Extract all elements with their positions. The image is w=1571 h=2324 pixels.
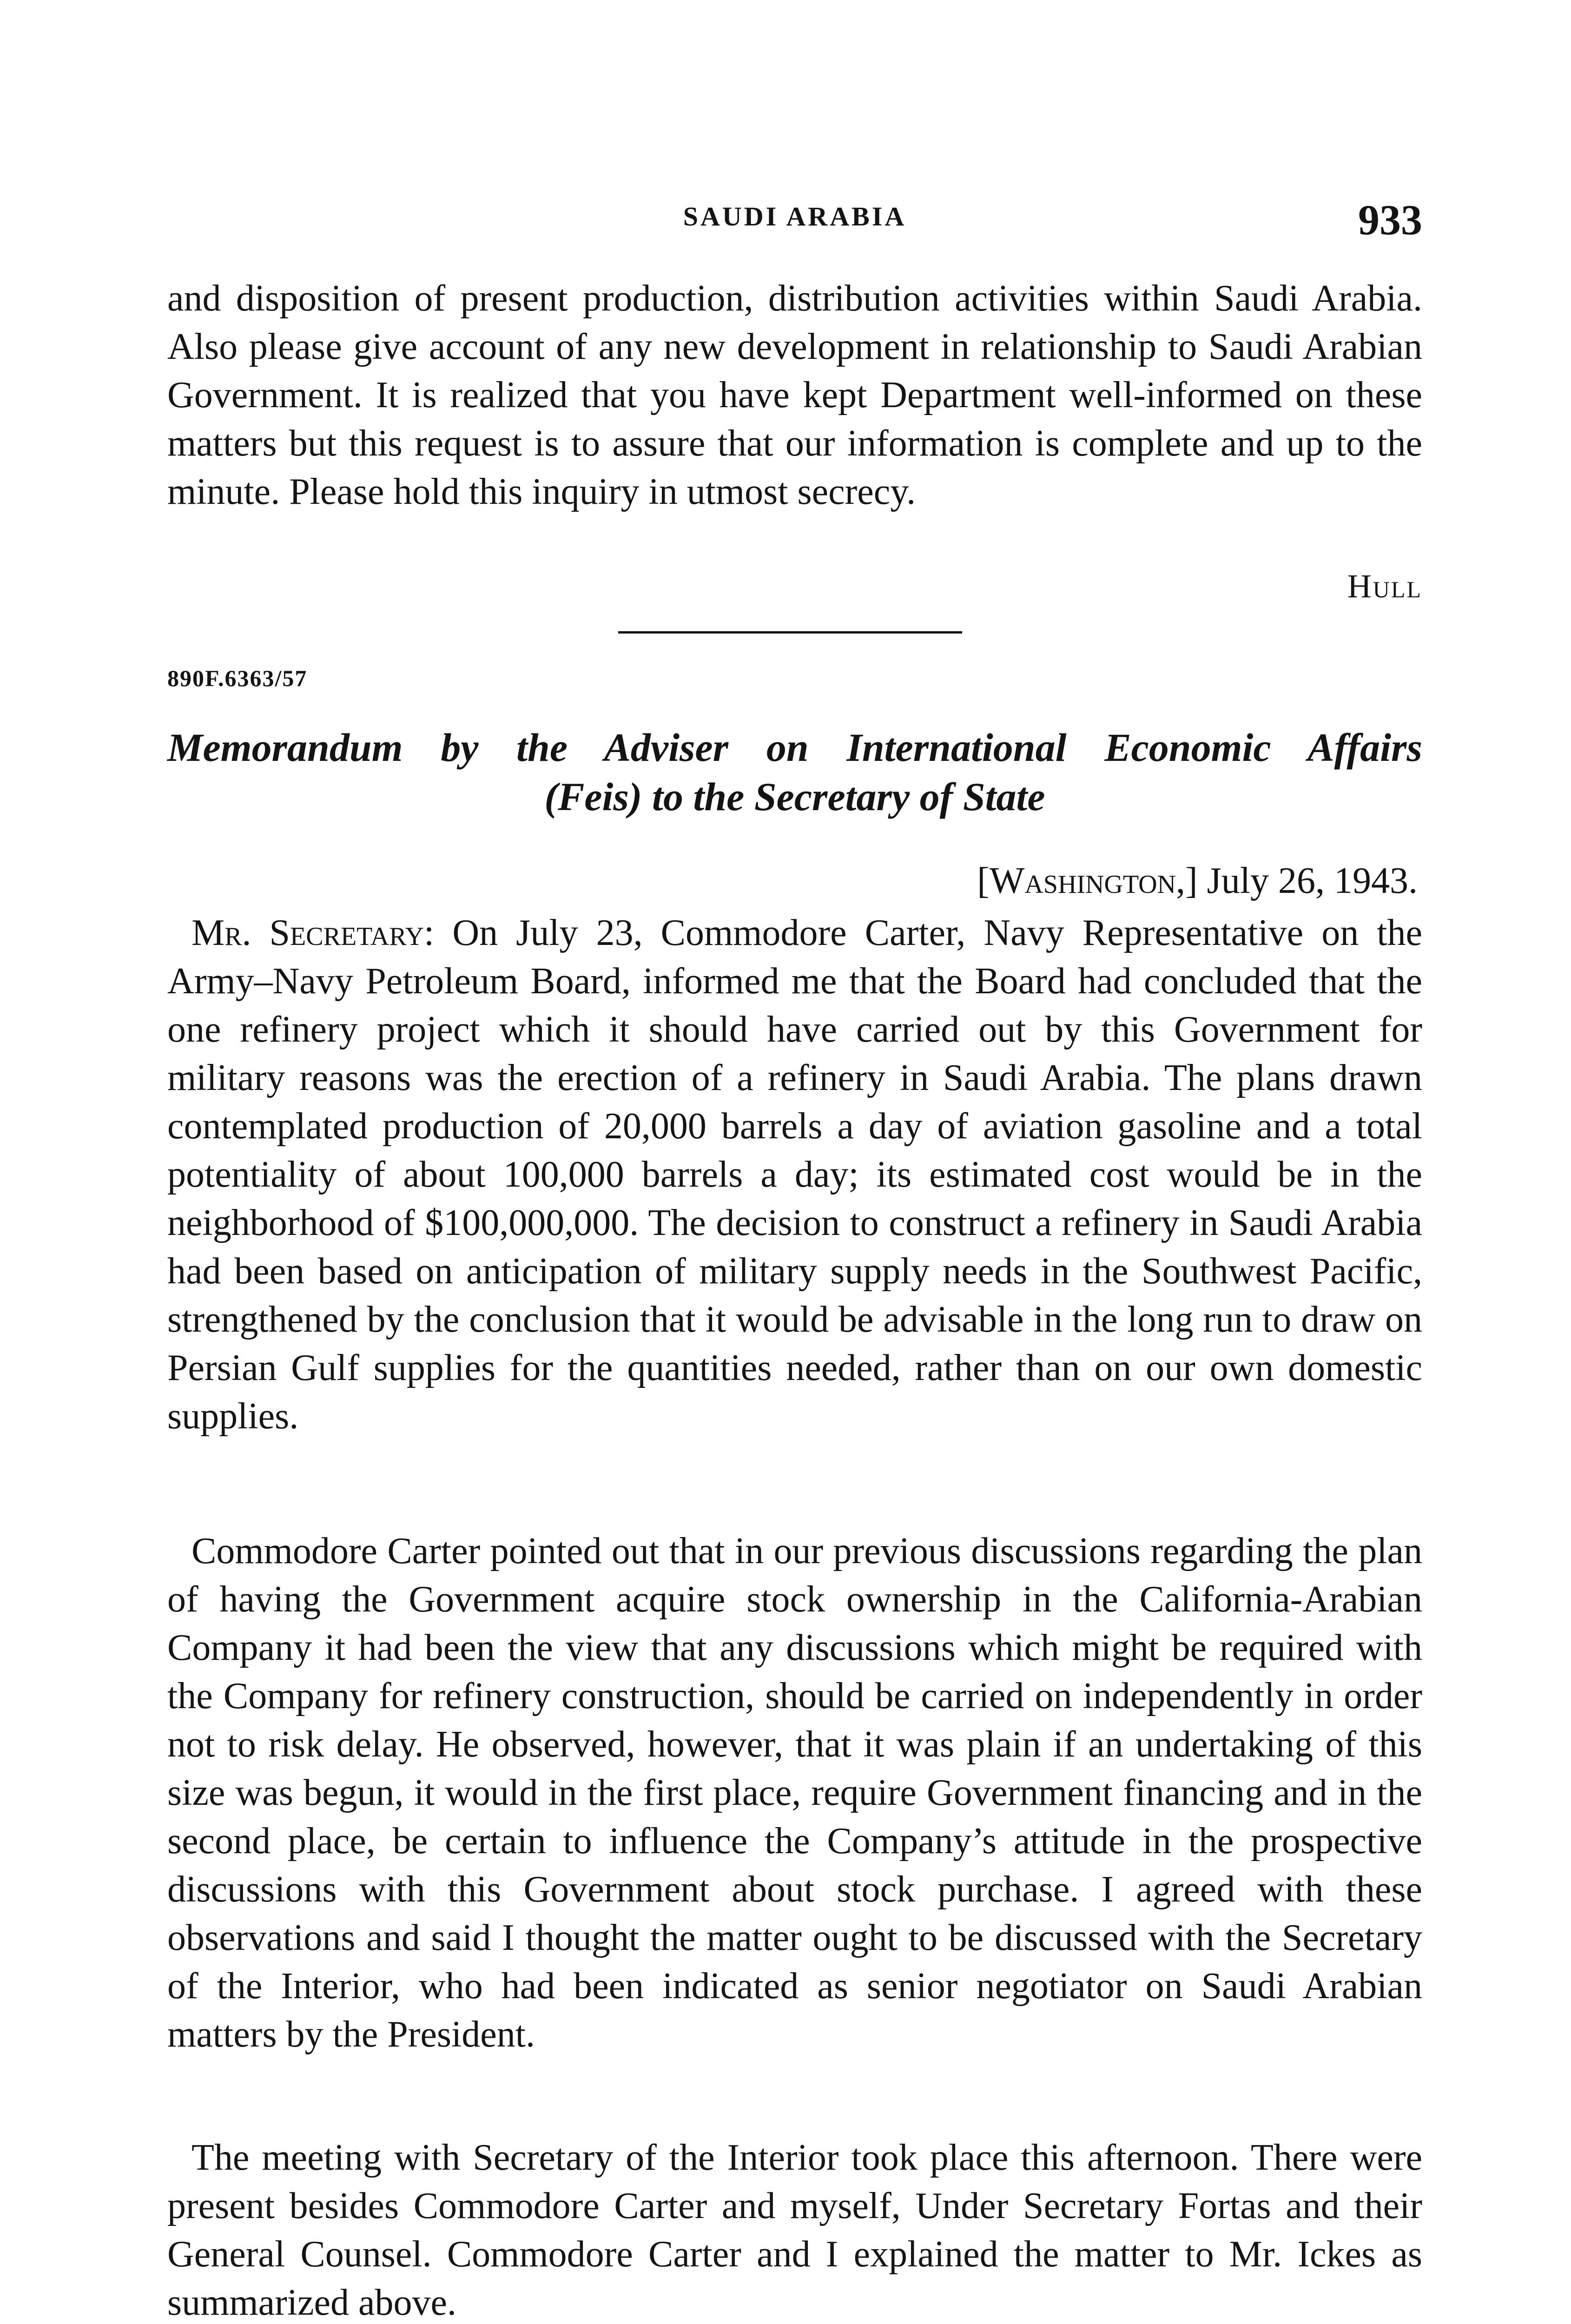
dateline — [977, 860, 1418, 902]
memo-title-line-2: (Feis) to the Secretary of State — [544, 774, 1045, 819]
running-head: SAUDI ARABIA — [683, 201, 907, 231]
dateline-date: July 26, 1943. — [1207, 860, 1418, 901]
section-divider-rule — [618, 631, 962, 634]
page-number: 933 — [1358, 196, 1422, 244]
telegram-signature: Hull — [1347, 568, 1422, 605]
memo-paragraph-1 — [167, 909, 1422, 1440]
memo-paragraph-3: The meeting with Secretary of the Interior took place this afternoon. There were present besides Commodore Carter and myself, Under Secretary Fortas and their General Counsel. Commodore Carter and I explained the matter to Mr. Ickes as summarized above. — [167, 2137, 1422, 2323]
page-header — [167, 195, 1422, 246]
salutation: Mr. Secretary: — [191, 912, 435, 953]
memo-title — [167, 723, 1422, 821]
memo-paragraph-1-text: On July 23, Commodore Carter, Navy Representative on the Army–Navy Petroleum Board, informed me that the Board had concluded that the one refinery project which it should have carried out by this Government for military reasons was the erection of a refinery in Saudi Arabia. The plans drawn contemplated production of 20,000 barrels a day of aviation gasoline and a total potentiality of about 100,000 barrels a day; its estimated cost would be in the neighborhood of $100,000,000. The decision to construct a refinery in Saudi Arabia had been based on anticipation of military supply needs in the Southwest Pacific, strengthened by the conclusion that it would be advisable in the long run to draw on Persian Gulf supplies for the quantities needed, rather than on our own domestic supplies. — [167, 912, 1423, 1437]
dateline-place: [Washington,] — [977, 860, 1198, 901]
memo-paragraph-2: Commodore Carter pointed out that in our previous discussions regarding the plan of having the Government acquire stock ownership in the California-Arabian Company it had been the view that any discussions which might be required with the Company for refinery construction, should be carried on independently in order not to risk delay. He observed, however, that it was plain if an undertaking of this size was begun, it would in the first place, require Government financing and in the second place, be certain to influence the Company’s attitude in the prospective discussions with this Government about stock purchase. I agreed with these observations and said I thought the matter ought to be discussed with the Secretary of the Interior, who had been indicated as senior negotiator on Saudi Arabian matters by the President. — [167, 1531, 1422, 2055]
file-number: 890F.6363/57 — [167, 665, 308, 691]
telegram-continuation-paragraph: and disposition of present production, distribution activities within Saudi Arabia. Also please give account of any new development in relationship to Saudi Arabian Government. It is realized that you have kept Department well-informed on these matters but this request is to assure that our information is complete and up to the minute. Please hold this inquiry in utmost secrecy. — [167, 278, 1422, 512]
memo-title-line-1: Memorandum by the Adviser on International Economic Affairs — [167, 725, 1422, 770]
